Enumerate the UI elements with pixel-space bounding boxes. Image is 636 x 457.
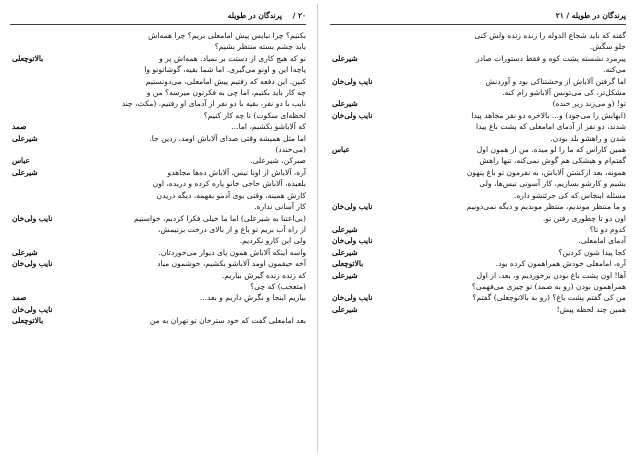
speaker-name: بالاتوچعلی	[332, 259, 364, 269]
speaker-spacer	[330, 121, 390, 132]
dialogue-text: همین کاراس که ما را لو میده. من از همون اول	[476, 145, 626, 155]
speaker-name: بالاتوچعلی	[12, 316, 44, 326]
speaker-spacer	[10, 76, 70, 87]
dialogue-line	[10, 64, 306, 75]
speaker-name: صمد	[12, 122, 27, 132]
dialogue-text: تو! (و می‌زند زیر خنده)	[552, 99, 626, 109]
dialogue-text: نایب با دو نفر، بقیه با دو نفر از آدمای او رفتیم. (مکث، چند	[121, 99, 306, 109]
dialogue-text: واسه اینکه آلاباش همون پای دیوار می‌خوردتان.	[158, 247, 306, 257]
speaker-name: شیرعلی	[12, 133, 38, 143]
dialogue-line	[330, 76, 626, 87]
dialogue-line	[10, 133, 306, 144]
dialogue-text: کدوم دو تا؟	[589, 224, 626, 234]
speaker-name: صمد	[12, 293, 27, 303]
speaker-name: شیرعلی	[12, 247, 38, 257]
speaker-name: شیرعلی	[332, 270, 358, 280]
dialogue-text: کار آسانی نداره.	[254, 202, 306, 212]
dialogue-line	[10, 167, 306, 178]
dialogue-text: شدن و راهشو بلد بودن.	[550, 133, 626, 143]
dialogue-line	[10, 144, 306, 155]
speaker-spacer	[10, 64, 70, 75]
speaker-spacer	[10, 87, 70, 98]
dialogue-text: بشیم و کارشو بسازیم، کار آسونی نیس‌ها، ولی	[479, 179, 626, 189]
dialogue-text: مسئله اینجاس که کی جرئتشو داره.	[514, 190, 626, 200]
speaker-name: نایب ولی‌خان	[12, 304, 53, 314]
dialogue-text: پیرمرد نشسته پشت کوه و فقط دستورات صادر	[475, 53, 626, 63]
dialogue-line	[10, 315, 306, 326]
dialogue-line	[10, 292, 306, 303]
dialogue-line	[330, 167, 626, 178]
dialogue-line	[10, 281, 306, 292]
dialogue-line	[10, 121, 306, 132]
dialogue-line	[330, 190, 626, 201]
speaker-spacer	[330, 178, 390, 189]
left-page	[10, 10, 306, 450]
dialogue-line	[330, 98, 626, 109]
speaker-name: عباس	[12, 156, 30, 166]
dialogue-text: باید چشم بسته منتظر بشیم؟	[214, 42, 306, 52]
dialogue-line	[330, 30, 626, 41]
dialogue-text: (می‌خندد)	[275, 145, 306, 155]
left-header-page-number: ۲۰ /	[292, 11, 306, 20]
speaker-spacer	[330, 155, 390, 166]
speaker-spacer	[10, 41, 70, 52]
speaker-name: شیرعلی	[332, 247, 358, 257]
right-header-text: پرندگان در طویله / ۲۱	[555, 11, 626, 20]
dialogue-text: صبرکن، شیرعلی.	[250, 156, 306, 166]
speaker-spacer	[330, 281, 390, 292]
dialogue-line	[10, 76, 306, 87]
left-page-header	[10, 10, 306, 25]
dialogue-text: همین چند لحظه پیش!	[556, 304, 626, 314]
speaker-name: نایب ولی‌خان	[12, 213, 53, 223]
speaker-name: نایب ولی‌خان	[332, 202, 373, 212]
dialogue-text: آره، امامعلی خودش همراهمون کرده بود.	[495, 259, 626, 269]
dialogue-text: آدمای امامعلی.	[578, 236, 626, 246]
dialogue-line	[10, 190, 306, 201]
dialogue-line	[330, 87, 626, 98]
dialogue-line	[10, 98, 306, 109]
left-header-title: پرندگان در طویله	[227, 11, 282, 20]
right-page-body	[330, 30, 626, 315]
speaker-spacer	[330, 167, 390, 178]
dialogue-line	[10, 30, 306, 41]
dialogue-text: از راه آب بریم تو باغ و از بالای درخت بزنیمش،	[158, 224, 306, 234]
dialogue-text: بیاریم اینجا و نگرش داریم و بعد...	[199, 293, 306, 303]
speaker-name: شیرعلی	[332, 304, 358, 314]
dialogue-line	[10, 178, 306, 189]
dialogue-text: تو که هیچ کاری از دستت بر نمیاد. همه‌اش پر و	[159, 53, 306, 63]
dialogue-line	[10, 304, 306, 315]
speaker-spacer	[10, 178, 70, 189]
dialogue-text: گفتم‌ام و هیشکی هم گوش نمی‌کنه، تنها راهش	[479, 156, 626, 166]
dialogue-line	[10, 41, 306, 52]
dialogue-line	[10, 258, 306, 269]
right-page	[330, 10, 626, 450]
dialogue-line	[10, 247, 306, 258]
speaker-name	[10, 30, 70, 41]
dialogue-line	[10, 87, 306, 98]
speaker-name	[10, 281, 70, 292]
speaker-spacer	[10, 110, 70, 121]
dialogue-line	[10, 53, 306, 64]
dialogue-text: همراهمون بودن (رو به صمد) تو چیزی می‌فهمی؟	[471, 281, 626, 291]
dialogue-text: اما مثل همیشه وقتی صدای آلاباش اومد، زدین جا.	[149, 133, 306, 143]
dialogue-text: چه کار باید بکنیم، اما چی به فکرتون میرسه؟ من و	[146, 88, 306, 98]
speaker-name: شیرعلی	[12, 167, 38, 177]
speaker-name: شیرعلی	[332, 224, 358, 234]
dialogue-text: کارش همینه، وقتی بوی آدمو بفهمه، دیگه دریدن	[156, 190, 306, 200]
dialogue-text: که زنده زنده گیرش بیاریم.	[221, 270, 306, 280]
speaker-spacer	[330, 133, 390, 144]
speaker-name: شیرعلی	[332, 53, 358, 63]
speaker-spacer	[10, 224, 70, 235]
left-page-body	[10, 30, 306, 327]
dialogue-line	[10, 224, 306, 235]
speaker-spacer	[10, 235, 70, 246]
speaker-spacer	[10, 144, 70, 155]
dialogue-text: بلعیده، آلاباش حاجی خانو پاره کرده و دریده، اون	[152, 179, 306, 189]
dialogue-text: اون دو تا چطوری رفتن تو.	[542, 213, 626, 223]
dialogue-line	[10, 201, 306, 212]
speaker-name: نایب ولی‌خان	[12, 259, 53, 269]
dialogue-line	[330, 292, 626, 303]
dialogue-line	[10, 235, 306, 246]
dialogue-text: آها! اون پشت باغ بودن برخوردیم و، بعد، از اول	[476, 270, 626, 280]
dialogue-line	[330, 53, 626, 64]
dialogue-line	[330, 64, 626, 75]
speaker-name: نایب ولی‌خان	[332, 293, 373, 303]
dialogue-line	[330, 270, 626, 281]
speaker-spacer	[10, 201, 70, 212]
dialogue-line	[330, 258, 626, 269]
dialogue-text: ولی این کارو نکردیم.	[239, 236, 306, 246]
dialogue-text: مشکل‌تر، کی می‌تونس آلاباشو رام کنه.	[502, 88, 626, 98]
speaker-spacer	[10, 190, 70, 201]
dialogue-line	[330, 110, 626, 121]
dialogue-text: شدند، دو نفر از آدمای امامعلی که پشت باغ پیدا	[476, 122, 626, 132]
dialogue-text: (متعجب) که چی؟	[250, 281, 306, 291]
speaker-name: نایب ولی‌خان	[332, 76, 373, 86]
dialogue-line	[330, 304, 626, 315]
dialogue-line	[330, 281, 626, 292]
dialogue-line	[330, 178, 626, 189]
dialogue-text: همونه، بعد ازکشتن آلاباش، به نفرمون تو باغ پنهون	[466, 167, 626, 177]
dialogue-line	[330, 155, 626, 166]
dialogue-line	[10, 270, 306, 281]
dialogue-text: گفته که باید شجاع الدوله را زنده زنده ولش کنی	[474, 31, 626, 40]
page-gutter	[317, 4, 318, 453]
dialogue-line	[330, 144, 626, 155]
speaker-name: بالاتوچعلی	[12, 53, 44, 63]
dialogue-text	[70, 304, 306, 315]
dialogue-line	[330, 235, 626, 246]
speaker-name: نایب ولی‌خان	[332, 110, 373, 120]
dialogue-text: بعد امامعلی گفت که خود سترخان تو تهران به من	[149, 316, 306, 326]
dialogue-line	[330, 121, 626, 132]
speaker-name: عباس	[332, 145, 350, 155]
speaker-spacer	[330, 190, 390, 201]
dialogue-text: آره، آلاباش از اونا نیس، آلاباش ده‌ها مجاهدو	[167, 167, 306, 177]
dialogue-text: می‌کنه.	[603, 65, 626, 75]
speaker-spacer	[10, 270, 70, 281]
dialogue-text: کجا پیدا شون کردین؟	[558, 247, 626, 257]
dialogue-line	[330, 41, 626, 52]
dialogue-line	[10, 110, 306, 121]
dialogue-text: (ابهایش را می‌جود) و... بالاخره دو نفر مجاهد پیدا	[471, 110, 626, 120]
speaker-spacer	[10, 98, 70, 109]
dialogue-line	[330, 133, 626, 144]
dialogue-line	[330, 247, 626, 258]
speaker-name: شیرعلی	[332, 99, 358, 109]
dialogue-line	[10, 213, 306, 224]
dialogue-text: من کی گفتم پشت باغ؟ (رو به بالاتوچعلی) گفتم؟	[472, 293, 626, 303]
dialogue-text: لحظه‌ای سکوت) تا چه کار کنیم؟	[203, 110, 306, 120]
speaker-name	[330, 30, 390, 41]
dialogue-line	[330, 224, 626, 235]
dialogue-text: (بی‌اعتنا به شیرعلی) اما ما خیلی فکرا کردیم، خواستیم	[134, 213, 306, 223]
dialogue-text: که آلاباشو بکشیم، اما...	[231, 122, 306, 132]
dialogue-line	[330, 213, 626, 224]
speaker-spacer	[330, 41, 390, 52]
speaker-spacer	[330, 213, 390, 224]
dialogue-text: کنین. این دفعه که رفتیم پیش امامعلی، می‌دونستیم	[145, 76, 306, 86]
speaker-name: نایب ولی‌خان	[332, 236, 373, 246]
dialogue-text: پاچه‌ا این و اونو می‌گیری. اما شما بقیه، گوشاتونو وا	[144, 65, 306, 75]
dialogue-line	[10, 155, 306, 166]
speaker-spacer	[330, 64, 390, 75]
dialogue-line	[330, 201, 626, 212]
dialogue-text: و ما منتظر موندیم، منتظر موندیم و دیگه نمی‌دونیم	[466, 202, 626, 212]
dialogue-text: آخه حیفمون اومد آلاباشو بکشیم، خوشمون میاد	[157, 259, 306, 269]
dialogue-text: بکنیم؟ چرا نبایس پیش امامعلی بریم؟ چرا همه‌اش	[148, 31, 306, 40]
right-page-header	[330, 10, 626, 25]
dialogue-text: اما گرفتن آلاباش از وحشتناکی بود و آوردنش	[485, 76, 626, 86]
speaker-spacer	[330, 87, 390, 98]
dialogue-text: جلو سگش.	[589, 42, 626, 52]
